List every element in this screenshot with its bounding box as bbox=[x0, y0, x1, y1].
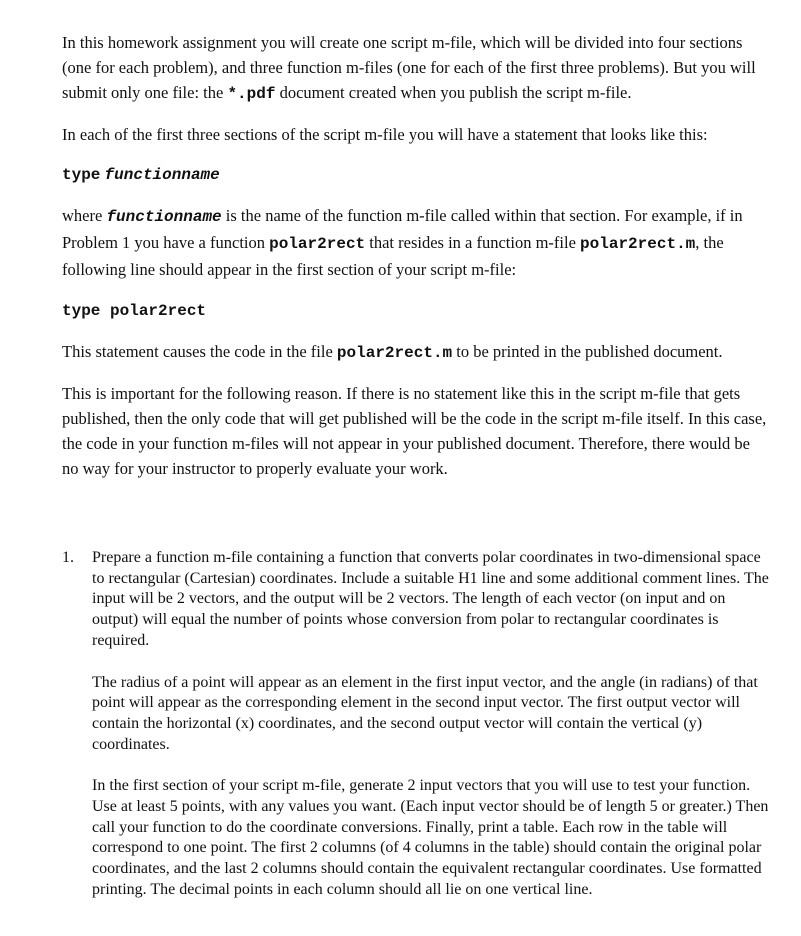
intro-p1-text: In this homework assignment you will create one script m-file, which will be divided into four sections (one for each problem), and three function m-files (one for each of the first three problems). But you will submit only one file: the bbox=[62, 33, 756, 102]
p3-text-c: that resides in a function m-file bbox=[369, 233, 576, 252]
p4-text-b: to be printed in the published document. bbox=[456, 342, 723, 361]
p3-code-functionname: functionname bbox=[106, 208, 222, 226]
code-line-polar2rect bbox=[62, 297, 770, 324]
document-body bbox=[62, 30, 770, 481]
problem-1-body bbox=[92, 548, 772, 901]
p3-code-polar2rect: polar2rect bbox=[269, 235, 366, 253]
intro-paragraph-1 bbox=[62, 30, 770, 107]
problem-1-paragraph-2: The radius of a point will appear as an element in the first input vector, and the angle (in radians) of that point will appear as the corresponding element in the second input vector. The first output vector will contain the horizontal (x) coordinates, and the second output vector will contain the vertical (y) coordinates. bbox=[92, 673, 758, 753]
p4-text-a: This statement causes the code in the file bbox=[62, 342, 333, 361]
code-line-functionname bbox=[62, 161, 770, 188]
problem-1-paragraph-3: In the first section of your script m-file, generate 2 input vectors that you will use to test your function. Use at least 5 points, with any values you want. (Each input vector should be of length 5 or greater.) Then call your function to do the coordinate conversions. Finally, print a table. Each row in the table will correspond to one point. The first 2 columns (of 4 columns in the table) should contain the original polar coordinates, and the last 2 columns should contain the equivalent rectangular coordinates. Use formatted printing. The decimal points in each column should all lie on one vertical line. bbox=[92, 777, 769, 898]
intro-paragraph-2: In each of the first three sections of the script m-file you will have a statement that looks like this: bbox=[62, 125, 708, 144]
intro-paragraph-4 bbox=[62, 339, 770, 366]
p3-code-polar2rect-m: polar2rect.m bbox=[580, 235, 696, 253]
code-functionname: functionname bbox=[104, 166, 220, 184]
code-type-polar2rect: type polar2rect bbox=[62, 302, 207, 320]
p4-code: polar2rect.m bbox=[336, 344, 453, 362]
problem-list bbox=[62, 548, 770, 901]
intro-p1-end: document created when you publish the script m-file. bbox=[279, 83, 632, 102]
problem-1 bbox=[62, 548, 770, 901]
pdf-code: *.pdf bbox=[227, 85, 276, 103]
intro-paragraph-3 bbox=[62, 203, 770, 282]
p3-text-a: where bbox=[62, 206, 103, 225]
problem-1-paragraph-1: Prepare a function m-file containing a function that converts polar coordinates in two-dimensional space to rectangular (Cartesian) coordinates. Include a suitable H1 line and some additional comment lines. The input will be 2 vectors, and the output will be 2 vectors. The length of each vector (on input and on output) will equal the number of points whose conversion from polar to rectangular coordinates is required. bbox=[92, 549, 769, 649]
intro-paragraph-5: This is important for the following reason. If there is no statement like this in the script m-file that gets published, then the only code that will get published will be the code in the script m-file itself. In this case, the code in your function m-files will not appear in your published document. Therefore, there would be no way for your instructor to properly evaluate your work. bbox=[62, 384, 767, 478]
p3-text-d: , the following line should appear in the first section of your script m-file: bbox=[62, 233, 724, 279]
p3-text-b: is the name of the function m-file called within that section. For example, if in Problem 1 you have a function bbox=[62, 206, 743, 252]
code-type-keyword: type bbox=[62, 166, 101, 184]
problem-number: 1. bbox=[62, 549, 74, 566]
